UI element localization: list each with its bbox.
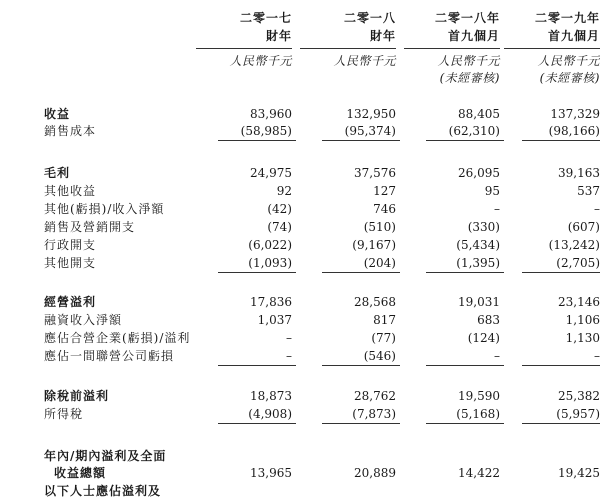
cell-value: 24,975 xyxy=(250,166,292,180)
cell-value: 19,590 xyxy=(458,389,500,403)
cell-value: – xyxy=(594,202,600,216)
subtotal-rule xyxy=(522,272,600,273)
cell-value: 137,329 xyxy=(550,107,600,121)
cell-value: 537 xyxy=(577,184,600,198)
row-label: 應佔合營企業(虧損)/溢利 xyxy=(44,331,191,345)
cell-value: 13,965 xyxy=(250,466,292,480)
table-row xyxy=(0,346,600,366)
subtotal-rule xyxy=(426,365,504,366)
cell-value: 1,130 xyxy=(565,331,600,345)
cell-value: 28,762 xyxy=(354,389,396,403)
cell-value: (7,873) xyxy=(352,407,396,421)
table-row xyxy=(0,292,600,312)
cell-value: (204) xyxy=(363,256,396,270)
cell-value: (1,395) xyxy=(456,256,500,270)
cell-value: 1,106 xyxy=(565,313,600,327)
row-label: 融資收入淨額 xyxy=(44,313,123,327)
cell-value: (42) xyxy=(267,202,292,216)
cell-value: (4,908) xyxy=(248,407,292,421)
cell-value: 28,568 xyxy=(354,295,396,309)
cell-value: (510) xyxy=(363,220,396,234)
subtotal-rule xyxy=(322,365,400,366)
cell-value: (2,705) xyxy=(556,256,600,270)
cell-value: (124) xyxy=(467,331,500,345)
subtotal-rule xyxy=(218,140,296,141)
cell-value: 19,425 xyxy=(558,466,600,480)
table-row xyxy=(0,163,600,183)
subtotal-rule xyxy=(218,272,296,273)
cell-value: (74) xyxy=(267,220,292,234)
row-label: 應佔一間聯營公司虧損 xyxy=(44,349,175,363)
cell-value: 39,163 xyxy=(558,166,600,180)
cell-value: (13,242) xyxy=(548,238,600,252)
cell-value: (330) xyxy=(467,220,500,234)
column-header-line1: 二零一七 xyxy=(239,11,292,25)
cell-value: 14,422 xyxy=(458,466,500,480)
cell-value: 88,405 xyxy=(458,107,500,121)
table-row xyxy=(0,235,600,255)
header-underline xyxy=(404,48,500,49)
table-row xyxy=(0,199,600,219)
column-header-line2: 首九個月 xyxy=(547,29,600,43)
subtotal-rule xyxy=(218,365,296,366)
cell-value: – xyxy=(494,349,500,363)
row-label: 收益總額 xyxy=(54,466,107,480)
column-header-line1: 二零一九年 xyxy=(534,11,600,25)
row-label: 收益 xyxy=(44,107,71,121)
table-row xyxy=(0,121,600,141)
row-label: 年內/期內溢利及全面 xyxy=(44,449,167,463)
table-row xyxy=(0,253,600,273)
header-underline xyxy=(300,48,396,49)
cell-value: – xyxy=(494,202,500,216)
column-header-line2: 財年 xyxy=(265,29,292,43)
table-row xyxy=(0,463,600,483)
cell-value: 23,146 xyxy=(558,295,600,309)
cell-value: 92 xyxy=(276,184,292,198)
table-row xyxy=(0,404,600,424)
table-row xyxy=(0,481,600,501)
row-label: 銷售及營銷開支 xyxy=(44,220,136,234)
table-row xyxy=(0,310,600,330)
subtotal-rule xyxy=(522,140,600,141)
table-row xyxy=(0,386,600,406)
cell-value: 127 xyxy=(373,184,396,198)
row-label: 其他收益 xyxy=(44,184,97,198)
row-label: 行政開支 xyxy=(44,238,97,252)
table-row xyxy=(0,328,600,348)
cell-value: (1,093) xyxy=(248,256,292,270)
unit-label: 人民幣千元 xyxy=(437,54,500,68)
cell-value: 132,950 xyxy=(346,107,396,121)
subtotal-rule xyxy=(322,140,400,141)
unaudited-note: (未經審核) xyxy=(539,71,600,85)
row-label: 毛利 xyxy=(44,166,71,180)
cell-value: 20,889 xyxy=(354,466,396,480)
column-header-line1: 二零一八年 xyxy=(434,11,500,25)
unit-label: 人民幣千元 xyxy=(229,54,292,68)
cell-value: (5,957) xyxy=(556,407,600,421)
unit-label: 人民幣千元 xyxy=(333,54,396,68)
cell-value: (6,022) xyxy=(248,238,292,252)
subtotal-rule xyxy=(218,423,296,424)
row-label: 銷售成本 xyxy=(44,124,97,138)
cell-value: 95 xyxy=(484,184,500,198)
cell-value: (607) xyxy=(567,220,600,234)
cell-value: 37,576 xyxy=(354,166,396,180)
subtotal-rule xyxy=(522,365,600,366)
subtotal-rule xyxy=(322,423,400,424)
cell-value: 746 xyxy=(373,202,396,216)
row-label: 其他開支 xyxy=(44,256,97,270)
cell-value: (98,166) xyxy=(548,124,600,138)
cell-value: 683 xyxy=(477,313,500,327)
row-label: 以下人士應佔溢利及 xyxy=(44,484,162,498)
cell-value: – xyxy=(594,349,600,363)
cell-value: (58,985) xyxy=(240,124,292,138)
cell-value: 83,960 xyxy=(250,107,292,121)
subtotal-rule xyxy=(426,423,504,424)
cell-value: 19,031 xyxy=(458,295,500,309)
cell-value: 25,382 xyxy=(558,389,600,403)
row-label: 除稅前溢利 xyxy=(44,389,110,403)
cell-value: – xyxy=(286,331,292,345)
subtotal-rule xyxy=(426,140,504,141)
unaudited-note: (未經審核) xyxy=(439,71,500,85)
column-header-line1: 二零一八 xyxy=(343,11,396,25)
cell-value: (9,167) xyxy=(352,238,396,252)
cell-value: 817 xyxy=(373,313,396,327)
subtotal-rule xyxy=(322,272,400,273)
table-row xyxy=(0,217,600,237)
cell-value: (62,310) xyxy=(448,124,500,138)
cell-value: 17,836 xyxy=(250,295,292,309)
row-label: 經營溢利 xyxy=(44,295,97,309)
table-row xyxy=(0,181,600,201)
row-label: 所得稅 xyxy=(44,407,84,421)
row-label: 其他(虧損)/收入淨額 xyxy=(44,202,165,216)
cell-value: 26,095 xyxy=(458,166,500,180)
cell-value: (77) xyxy=(371,331,396,345)
subtotal-rule xyxy=(522,423,600,424)
header-underline xyxy=(196,48,292,49)
column-header-line2: 財年 xyxy=(369,29,396,43)
column-header-line2: 首九個月 xyxy=(447,29,500,43)
cell-value: 18,873 xyxy=(250,389,292,403)
cell-value: (546) xyxy=(363,349,396,363)
cell-value: 1,037 xyxy=(257,313,292,327)
subtotal-rule xyxy=(426,272,504,273)
header-underline xyxy=(504,48,600,49)
cell-value: – xyxy=(286,349,292,363)
cell-value: (5,434) xyxy=(456,238,500,252)
cell-value: (5,168) xyxy=(456,407,500,421)
cell-value: (95,374) xyxy=(344,124,396,138)
unit-label: 人民幣千元 xyxy=(537,54,600,68)
